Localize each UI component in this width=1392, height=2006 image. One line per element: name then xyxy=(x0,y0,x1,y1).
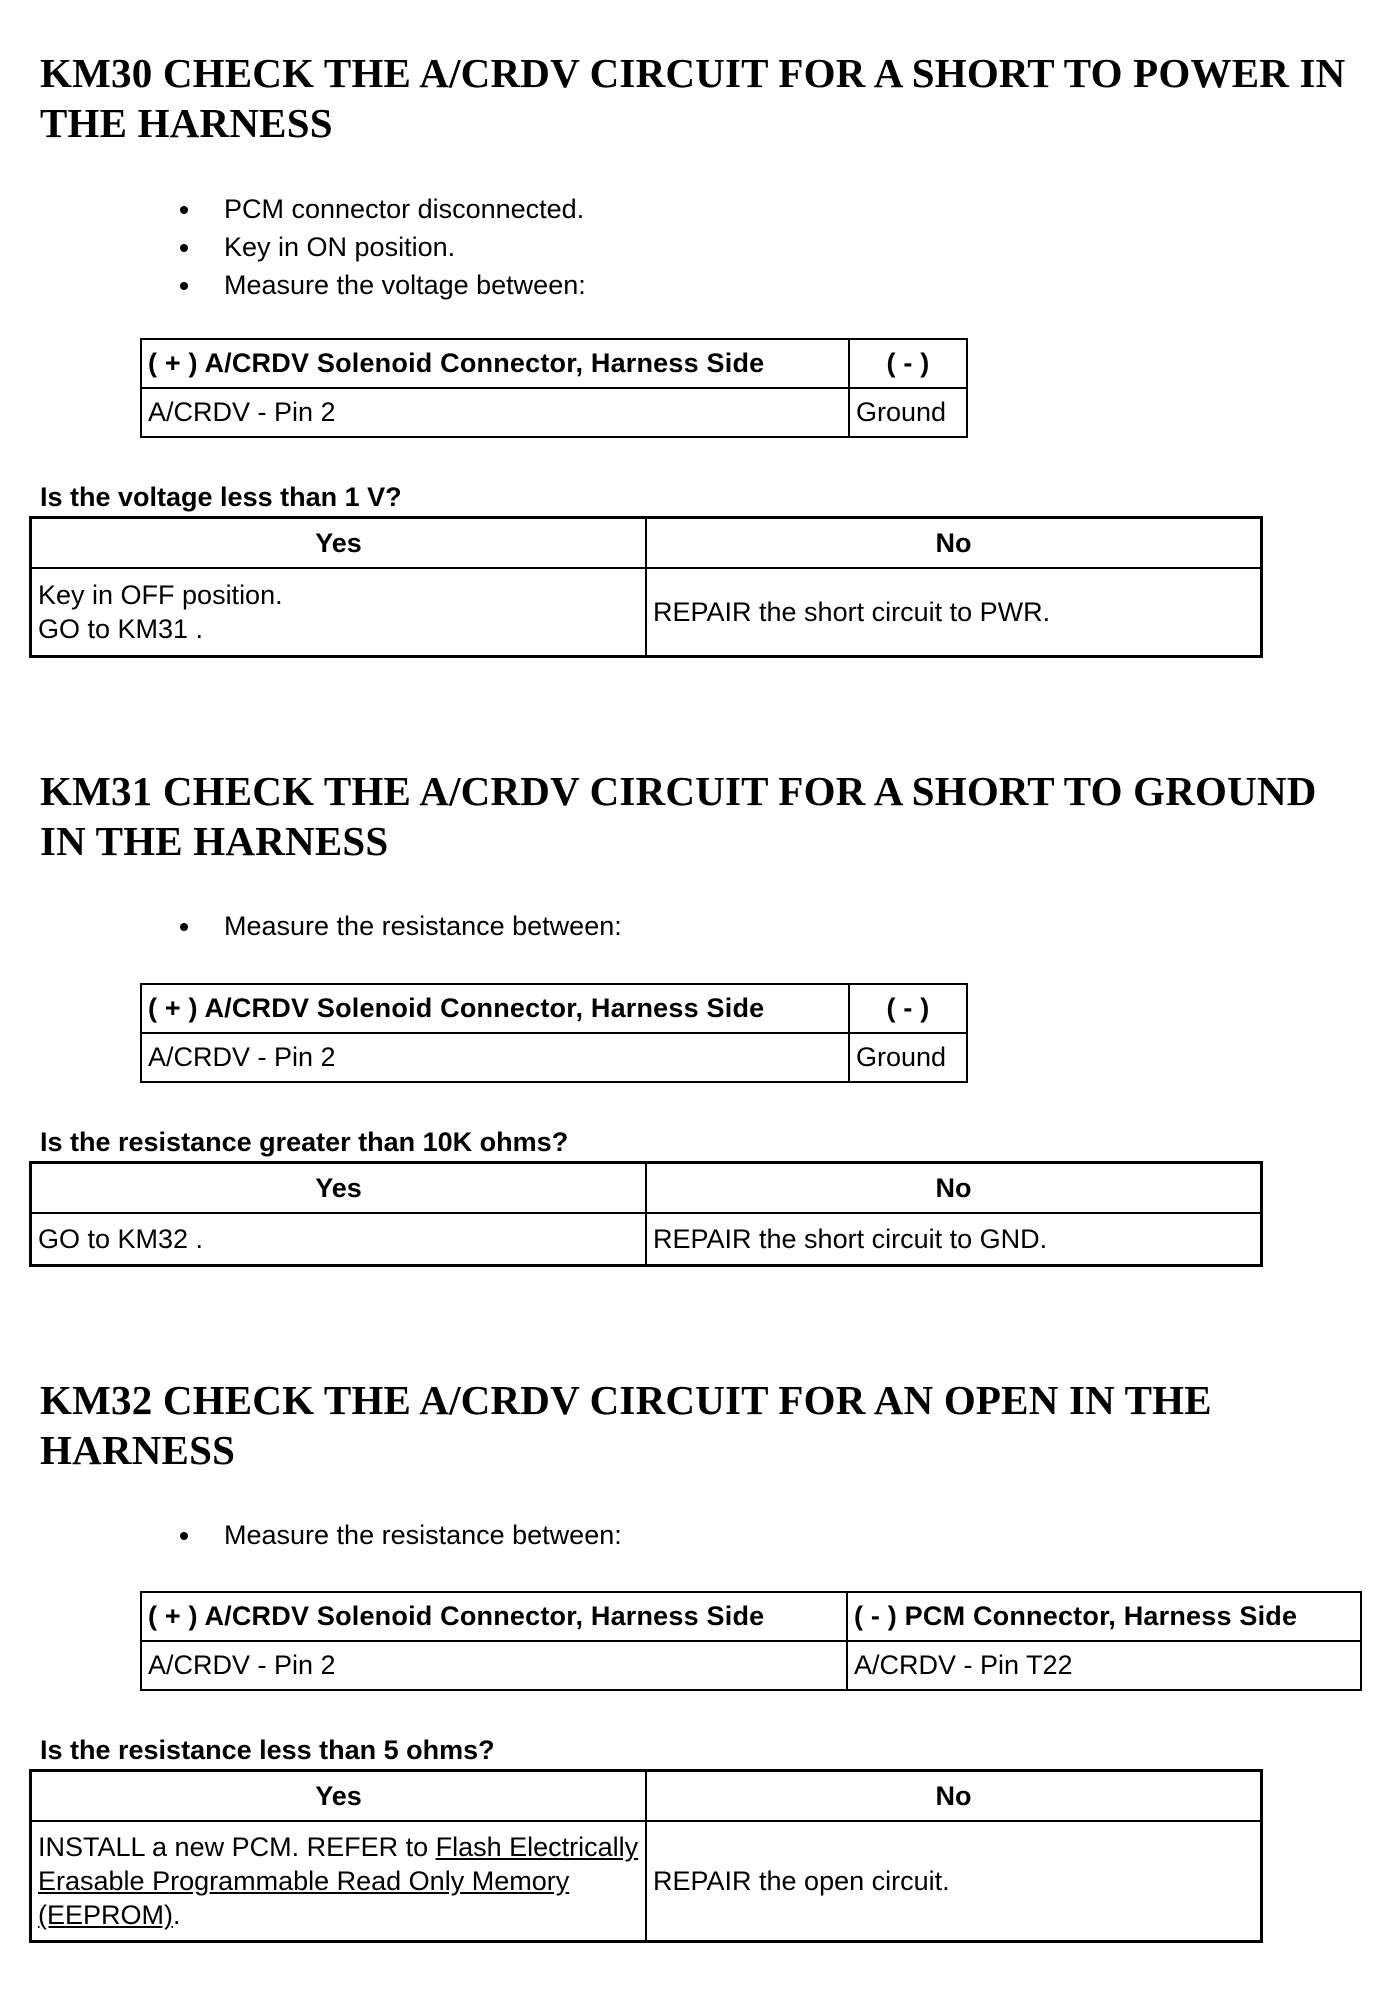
eeprom-link[interactable]: Flash Electrically Erasable Programmable Read Only Memory (EEPROM) xyxy=(38,1832,639,1930)
neg-value: Ground xyxy=(849,388,967,437)
yes-header: Yes xyxy=(31,518,647,569)
yes-line: GO to KM31 . xyxy=(38,614,204,644)
yes-header: Yes xyxy=(31,1163,647,1214)
question: Is the voltage less than 1 V? xyxy=(40,482,402,512)
neg-header: ( - ) PCM Connector, Harness Side xyxy=(847,1592,1361,1641)
measurement-table xyxy=(140,1591,1362,1691)
no-cell: REPAIR the short circuit to PWR. xyxy=(646,568,1262,657)
pos-header: ( + ) A/CRDV Solenoid Connector, Harness Side xyxy=(141,984,849,1033)
neg-header: ( - ) xyxy=(849,984,967,1033)
step-item: Key in ON position. xyxy=(168,228,586,266)
steps-list xyxy=(168,1516,622,1554)
no-header: No xyxy=(646,518,1262,569)
question: Is the resistance greater than 10K ohms? xyxy=(40,1127,569,1157)
pos-value: A/CRDV - Pin 2 xyxy=(141,1033,849,1082)
question: Is the resistance less than 5 ohms? xyxy=(40,1735,495,1765)
no-cell: REPAIR the short circuit to GND. xyxy=(646,1213,1262,1266)
yes-line: Key in OFF position. xyxy=(38,580,283,610)
step-item: Measure the voltage between: xyxy=(168,266,586,304)
yes-header: Yes xyxy=(31,1771,647,1822)
pos-header: ( + ) A/CRDV Solenoid Connector, Harness Side xyxy=(141,339,849,388)
step-item: Measure the resistance between: xyxy=(168,907,622,945)
step-item: PCM connector disconnected. xyxy=(168,190,586,228)
decision-table xyxy=(29,1769,1263,1943)
neg-value: Ground xyxy=(849,1033,967,1082)
yes-text: INSTALL a new PCM. REFER to xyxy=(38,1832,436,1862)
pos-value: A/CRDV - Pin 2 xyxy=(141,388,849,437)
no-header: No xyxy=(646,1771,1262,1822)
heading-km30: KM30 CHECK THE A/CRDV CIRCUIT FOR A SHORT TO POWER IN THE HARNESS xyxy=(40,50,1346,146)
step-item: Measure the resistance between: xyxy=(168,1516,622,1554)
neg-header: ( - ) xyxy=(849,339,967,388)
neg-value: A/CRDV - Pin T22 xyxy=(847,1641,1361,1690)
no-cell: REPAIR the open circuit. xyxy=(646,1821,1262,1942)
pos-value: A/CRDV - Pin 2 xyxy=(141,1641,847,1690)
heading-km32: KM32 CHECK THE A/CRDV CIRCUIT FOR AN OPEN IN THE HARNESS xyxy=(40,1377,1212,1473)
yes-cell: GO to KM32 . xyxy=(31,1213,647,1266)
yes-cell xyxy=(31,1821,647,1942)
pos-header: ( + ) A/CRDV Solenoid Connector, Harness Side xyxy=(141,1592,847,1641)
yes-suffix: . xyxy=(173,1900,181,1930)
heading-km31: KM31 CHECK THE A/CRDV CIRCUIT FOR A SHORT TO GROUND IN THE HARNESS xyxy=(40,768,1317,864)
no-header: No xyxy=(646,1163,1262,1214)
